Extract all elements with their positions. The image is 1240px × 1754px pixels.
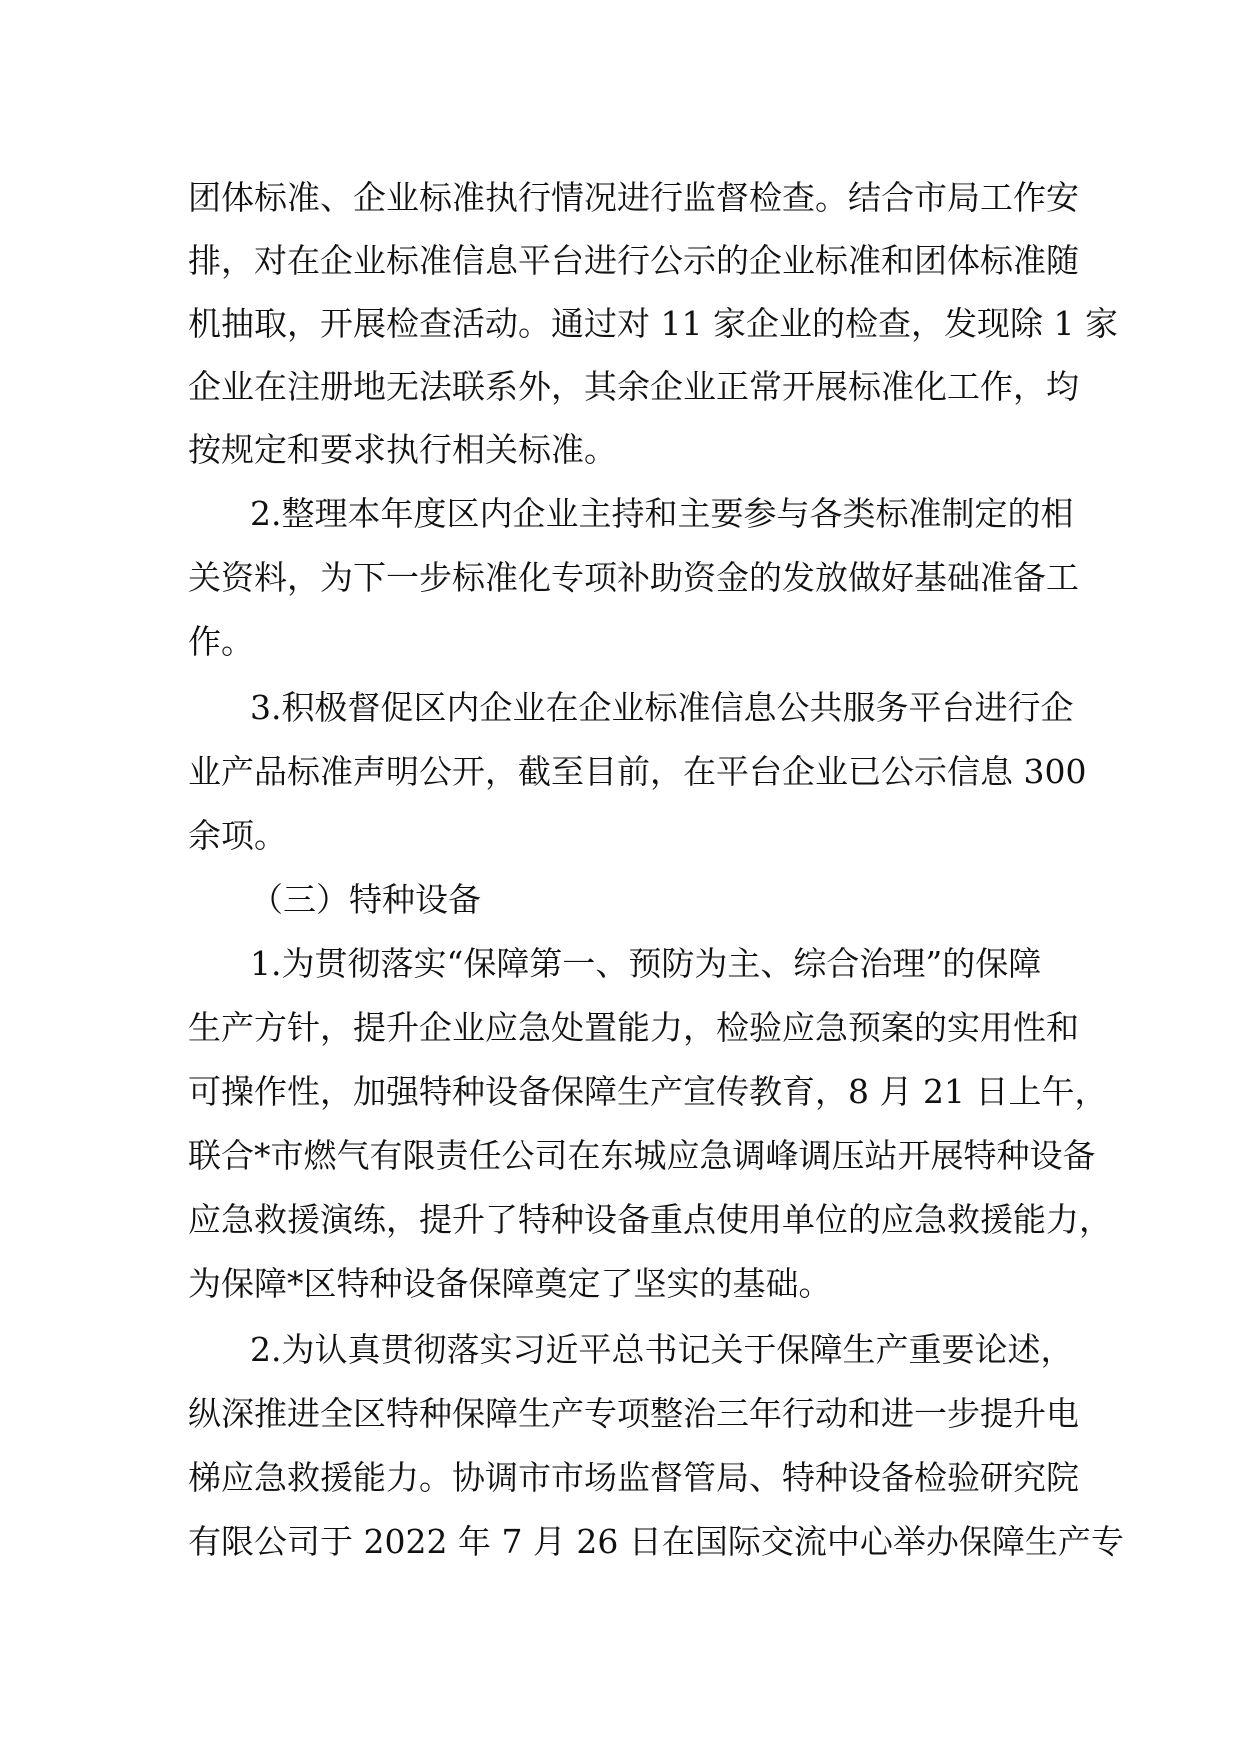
text-line: 作。: [188, 622, 254, 661]
paragraph-start-line: 2.整理本年度区内企业主持和主要参与各类标准制定的相: [250, 494, 1074, 533]
text-line: 按规定和要求执行相关标准。: [188, 430, 617, 469]
text-line: 团体标准、企业标准执行情况进行监督检查。结合市局工作安: [188, 178, 1079, 217]
text-line: 应急救援演练，提升了特种设备重点使用单位的应急救援能力，: [188, 1200, 1112, 1239]
section-heading: （三）特种设备: [250, 880, 481, 919]
text-line: 企业在注册地无法联系外，其余企业正常开展标准化工作，均: [188, 367, 1079, 406]
text-line: 可操作性，加强特种设备保障生产宣传教育，8 月 21 日上午，: [188, 1072, 1108, 1111]
text-line: 有限公司于 2022 年 7 月 26 日在国际交流中心举办保障生产专: [188, 1522, 1124, 1561]
paragraph-start-line: 3.积极督促区内企业在企业标准信息公共服务平台进行企: [250, 688, 1074, 727]
text-line: 联合*市燃气有限责任公司在东城应急调峰调压站开展特种设备: [188, 1136, 1096, 1175]
paragraph-start-line: 2.为认真贯彻落实习近平总书记关于保障生产重要论述，: [250, 1330, 1074, 1369]
text-line: 余项。: [188, 816, 287, 855]
text-line: 排，对在企业标准信息平台进行公示的企业标准和团体标准随: [188, 241, 1079, 280]
text-line: 关资料，为下一步标准化专项补助资金的发放做好基础准备工: [188, 558, 1079, 597]
text-line: 梯应急救援能力。协调市市场监督管局、特种设备检验研究院: [188, 1458, 1079, 1497]
text-line: 生产方针，提升企业应急处置能力，检验应急预案的实用性和: [188, 1008, 1079, 1047]
text-line: 为保障*区特种设备保障奠定了坚实的基础。: [188, 1264, 832, 1303]
paragraph-start-line: 1.为贯彻落实“保障第一、预防为主、综合治理”的保障: [250, 944, 1042, 983]
text-line: 纵深推进全区特种保障生产专项整治三年行动和进一步提升电: [188, 1394, 1079, 1433]
text-line: 业产品标准声明公开，截至目前，在平台企业已公示信息 300: [188, 752, 1087, 791]
text-line: 机抽取，开展检查活动。通过对 11 家企业的检查，发现除 1 家: [188, 304, 1118, 343]
